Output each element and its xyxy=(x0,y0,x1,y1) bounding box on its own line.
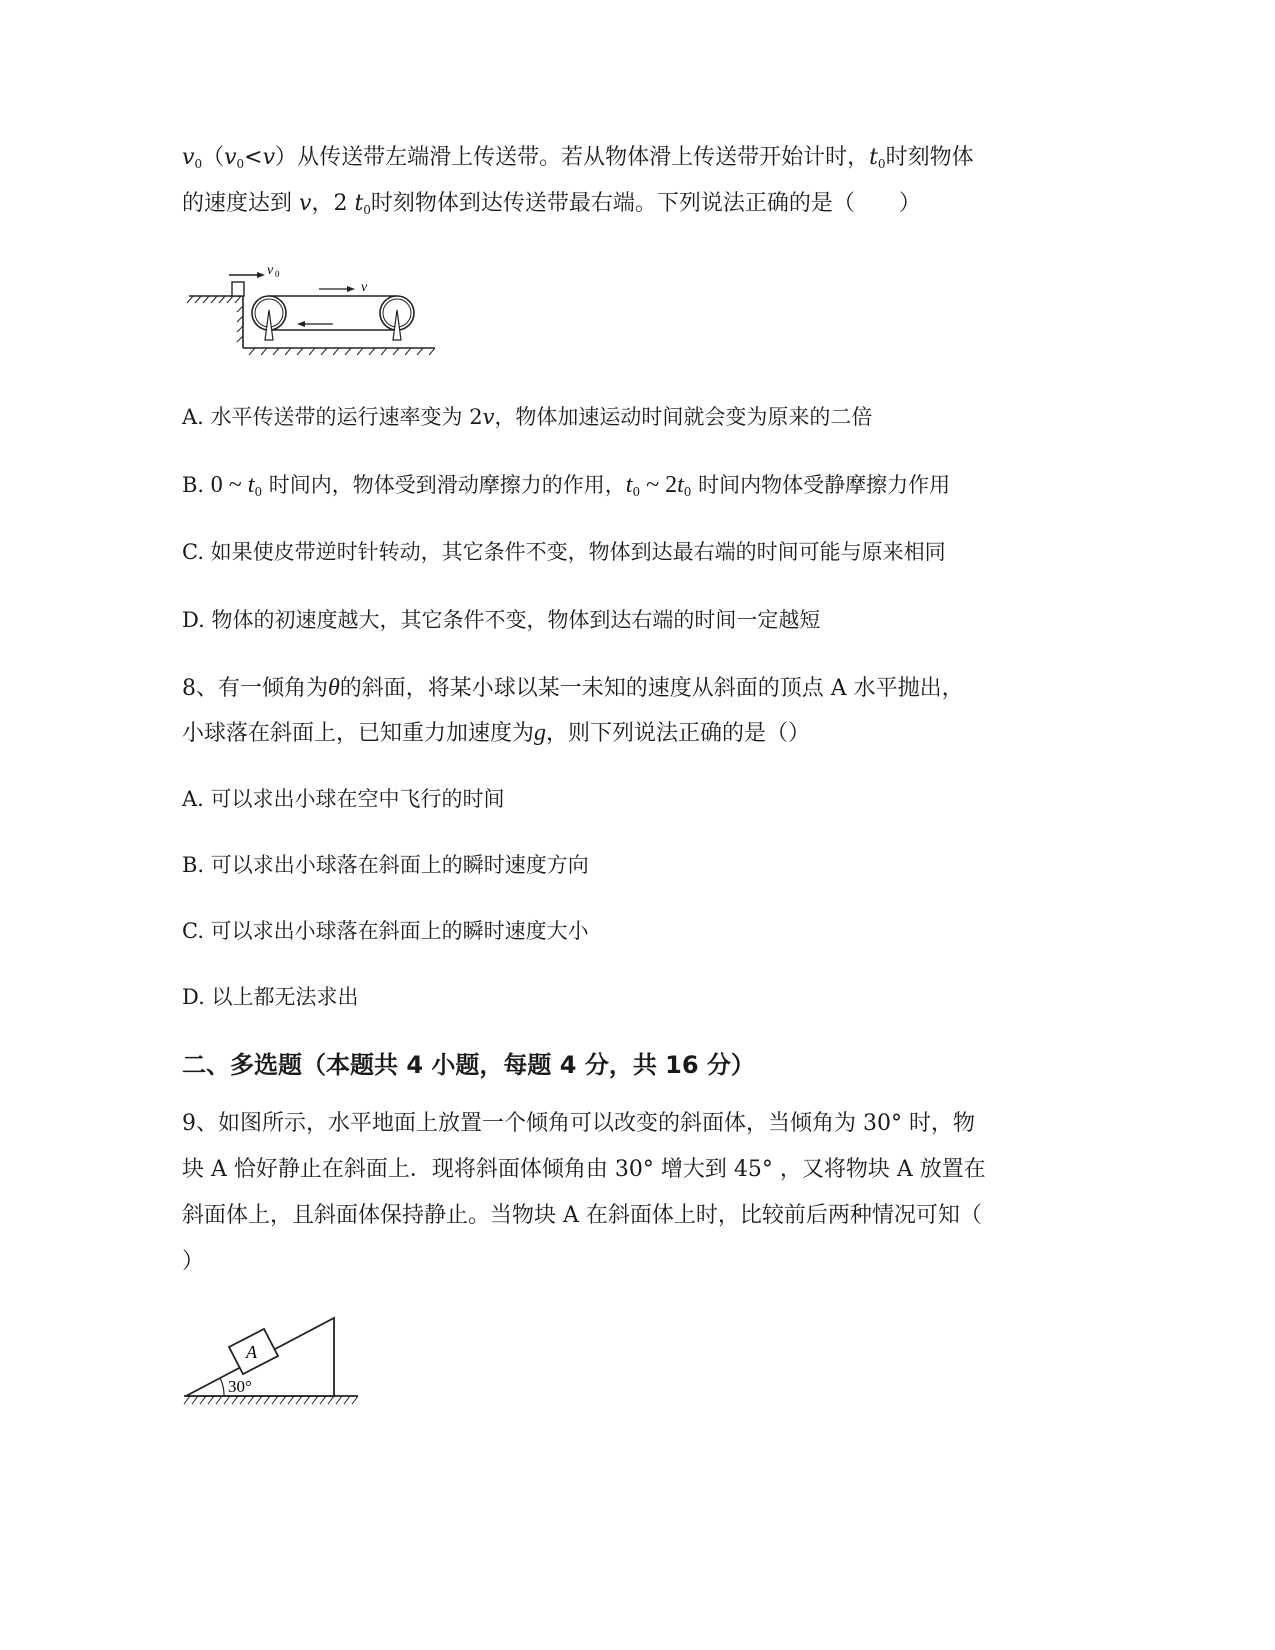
q7-option-c: C. 如果使皮带逆时针转动，其它条件不变，物体到达最右端的时间可能与原来相同 xyxy=(182,540,946,564)
q8-option-a: A. 可以求出小球在空中飞行的时间 xyxy=(182,787,505,811)
q9-line-4: ） xyxy=(182,1249,205,1274)
q8-line-2: 小球落在斜面上，已知重力加速度为g，则下列说法正确的是（） xyxy=(182,720,811,746)
q9-line-1: 9、如图所示，水平地面上放置一个倾角可以改变的斜面体，当倾角为 30° 时，物 xyxy=(182,1111,975,1136)
q8-option-b: B. 可以求出小球落在斜面上的瞬时速度方向 xyxy=(182,853,589,877)
q7-line-2: 的速度达到 v，2 $t_0$时刻物体到达传送带最右端。下列说法正确的是（ ） xyxy=(182,191,921,217)
incline-figure xyxy=(180,1310,365,1415)
conveyor-belt-figure xyxy=(185,258,445,358)
svg-text:0: 0 xyxy=(275,269,280,279)
q8-option-d: D. 以上都无法求出 xyxy=(182,985,359,1009)
section-heading: 二、多选题（本题共 4 小题，每题 4 分，共 16 分） xyxy=(182,1051,755,1079)
q9-line-3: 斜面体上，且斜面体保持静止。当物块 A 在斜面体上时，比较前后两种情况可知（ xyxy=(182,1203,982,1228)
q7-line-1: $v_0(v_0<v)$从传送带左端滑上传送带。若从物体滑上传送带开始计时，$t_0$时刻物体 xyxy=(182,145,974,171)
q7-option-d: D. 物体的初速度越大，其它条件不变，物体到达右端的时间一定越短 xyxy=(182,608,821,632)
v0-symbol: v xyxy=(182,145,195,170)
block-a-label: A xyxy=(246,1342,257,1362)
q8-option-c: C. 可以求出小球落在斜面上的瞬时速度大小 xyxy=(182,919,589,943)
angle-label: 30° xyxy=(228,1377,252,1396)
q9-line-2: 块 A 恰好静止在斜面上．现将斜面体倾角由 30° 增大到 45° ，又将物块 A 放置在 xyxy=(182,1157,986,1182)
q7-option-a: A. 水平传送带的运行速率变为 2v，物体加速运动时间就会变为原来的二倍 xyxy=(182,405,873,429)
q8-line-1: 8、有一倾角为θ的斜面，将某小球以某一未知的速度从斜面的顶点 A 水平抛出， xyxy=(182,675,964,701)
v-label: v xyxy=(361,280,368,295)
v0-label: v xyxy=(267,263,274,278)
q7-option-b: B. 0 ~ $t_0$ 时间内，物体受到滑动摩擦力的作用，$t_0$ ~ $2t_0$ 时间内物体受静摩擦力作用 xyxy=(182,472,951,499)
